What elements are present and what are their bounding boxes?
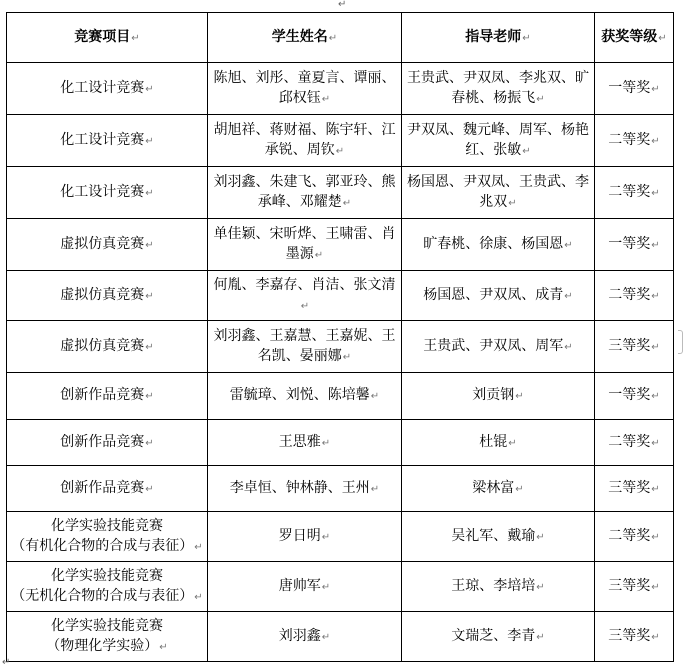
cell-students: 何胤、李嘉存、肖洁、张文清↵ <box>208 271 402 321</box>
paragraph-mark: ↵ <box>342 197 352 209</box>
cell-project: 化工设计竞赛↵ <box>7 115 208 167</box>
paragraph-mark: ↵ <box>651 581 660 593</box>
paragraph-mark: ↵ <box>321 437 331 449</box>
cell-project: 化学实验技能竞赛 （无机化合物的合成与表征）↵ <box>7 562 208 612</box>
cell-project: 创新作品竞赛↵ <box>7 466 208 512</box>
awards-table <box>6 12 674 662</box>
paragraph-mark: ↵ <box>145 239 154 251</box>
cell-teachers: 杨国恩、尹双凤、王贵武、李兆双↵ <box>402 167 595 219</box>
paragraph-mark: ↵ <box>508 437 517 449</box>
header-award: 获奖等级↵ <box>595 13 674 63</box>
table-row <box>7 271 674 321</box>
cell-students: 单佳颖、宋昕烨、王啸雷、肖墨源↵ <box>208 219 402 271</box>
paragraph-mark: ↵ <box>321 531 331 543</box>
cell-award: 二等奖↵ <box>595 167 674 219</box>
paragraph-mark: ↵ <box>536 581 545 593</box>
paragraph-mark: ↵ <box>536 631 545 643</box>
paragraph-mark: ↵ <box>370 483 380 495</box>
cell-project: 虚拟仿真竞赛↵ <box>7 321 208 373</box>
paragraph-mark: ↵ <box>145 135 154 147</box>
cell-award: 三等奖↵ <box>595 562 674 612</box>
paragraph-mark: ↵ <box>651 290 660 302</box>
cell-project-sub: （物理化学实验） <box>46 637 159 654</box>
cell-award: 三等奖↵ <box>595 612 674 662</box>
cell-project: 创新作品竞赛↵ <box>7 420 208 466</box>
paragraph-mark: ↵ <box>145 437 154 449</box>
paragraph-mark: ↵ <box>145 290 154 302</box>
paragraph-mark: ↵ <box>194 541 203 553</box>
cell-award: 一等奖↵ <box>595 219 674 271</box>
cell-students: 李卓恒、钟林静、王州↵ <box>208 466 402 512</box>
paragraph-mark: ↵ <box>536 531 545 543</box>
paragraph-mark: ↵ <box>194 591 203 603</box>
cell-students: 胡旭祥、蒋财福、陈宇轩、江承锐、周钦↵ <box>208 115 402 167</box>
paragraph-mark: ↵ <box>651 239 660 251</box>
table-row <box>7 219 674 271</box>
cell-award: 一等奖↵ <box>595 63 674 115</box>
table-row <box>7 562 674 612</box>
table-row <box>7 115 674 167</box>
header-students: 学生姓名↵ <box>208 13 402 63</box>
cell-project: 虚拟仿真竞赛↵ <box>7 219 208 271</box>
cell-students: 罗日明↵ <box>208 512 402 562</box>
paragraph-mark: ↵ <box>651 83 660 95</box>
cell-award: 三等奖↵ <box>595 466 674 512</box>
paragraph-mark: ↵ <box>651 437 660 449</box>
paragraph-mark: ↵ <box>145 83 154 95</box>
page-edge-tab <box>678 330 683 354</box>
table-row <box>7 466 674 512</box>
paragraph-mark: ↵ <box>651 631 660 643</box>
cell-project: 化学实验技能竞赛 （物理化学实验）↵ <box>7 612 208 662</box>
cell-teachers: 杨国恩、尹双凤、成青↵ <box>402 271 595 321</box>
cell-students: 唐帅军↵ <box>208 562 402 612</box>
paragraph-mark: ↵ <box>564 239 573 251</box>
cell-teachers: 尹双凤、魏元峰、周军、杨艳红、张敏↵ <box>402 115 595 167</box>
cell-project-sub: （有机化合物的合成与表征） <box>11 537 194 554</box>
cell-award: 三等奖↵ <box>595 321 674 373</box>
paragraph-mark: ↵ <box>338 0 347 10</box>
cell-award: 一等奖↵ <box>595 373 674 420</box>
cell-teachers: 王贵武、尹双凤、周军↵ <box>402 321 595 373</box>
paragraph-mark: ↵ <box>321 631 331 643</box>
cell-students: 刘羽鑫、朱建飞、郭亚玲、熊承峰、邓耀楚↵ <box>208 167 402 219</box>
header-teachers: 指导老师↵ <box>402 13 595 63</box>
cell-teachers: 旷春桃、徐康、杨国恩↵ <box>402 219 595 271</box>
paragraph-mark: ↵ <box>564 290 573 302</box>
cell-teachers: 梁林富↵ <box>402 466 595 512</box>
cell-teachers: 吴礼军、戴瑜↵ <box>402 512 595 562</box>
paragraph-mark: ↵ <box>651 341 660 353</box>
cell-students: 陈旭、刘彤、童夏言、谭丽、邱权钰↵ <box>208 63 402 115</box>
paragraph-mark: ↵ <box>536 93 545 105</box>
paragraph-mark: ↵ <box>335 145 345 157</box>
paragraph-mark: ↵ <box>515 391 524 402</box>
cell-teachers: 王琼、李培培↵ <box>402 562 595 612</box>
paragraph-mark: ↵ <box>564 341 573 353</box>
cell-students: 刘羽鑫、王嘉慧、王嘉妮、王名凯、晏丽娜↵ <box>208 321 402 373</box>
cell-project: 化学实验技能竞赛 （有机化合物的合成与表征）↵ <box>7 512 208 562</box>
table-row <box>7 321 674 373</box>
paragraph-mark: ↵ <box>159 641 168 653</box>
cell-teachers: 刘贡钢↵ <box>402 373 595 420</box>
paragraph-mark: ↵ <box>651 531 660 543</box>
cell-teachers: 王贵武、尹双凤、李兆双、旷春桃、杨振飞↵ <box>402 63 595 115</box>
paragraph-mark: ↵ <box>651 483 660 495</box>
header-row <box>7 13 674 63</box>
cell-project: 虚拟仿真竞赛↵ <box>7 271 208 321</box>
paragraph-mark: ↵ <box>651 135 660 147</box>
paragraph-mark: ↵ <box>145 341 154 353</box>
cell-project-sub: （无机化合物的合成与表征） <box>11 587 194 604</box>
table-row <box>7 373 674 420</box>
paragraph-mark: ↵ <box>145 187 154 199</box>
paragraph-mark: ↵ <box>651 391 660 402</box>
cell-project: 化工设计竞赛↵ <box>7 63 208 115</box>
table-row <box>7 612 674 662</box>
paragraph-mark: ↵ <box>522 145 531 157</box>
cell-project: 创新作品竞赛↵ <box>7 373 208 420</box>
paragraph-mark-bottom: ↵ <box>2 657 11 668</box>
paragraph-mark: ↵ <box>342 351 352 363</box>
paragraph-mark: ↵ <box>515 483 524 495</box>
paragraph-mark: ↵ <box>314 249 324 261</box>
paragraph-mark: ↵ <box>508 197 517 209</box>
paragraph-mark: ↵ <box>300 300 310 312</box>
paragraph-mark: ↵ <box>321 581 331 593</box>
table-body <box>7 63 674 662</box>
cell-teachers: 文瑞芝、李青↵ <box>402 612 595 662</box>
header-project: 竞赛项目↵ <box>7 13 208 63</box>
table-row <box>7 512 674 562</box>
cell-students: 王思雅↵ <box>208 420 402 466</box>
cell-students: 刘羽鑫↵ <box>208 612 402 662</box>
cell-award: 二等奖↵ <box>595 271 674 321</box>
cell-students: 雷毓璋、刘悦、陈培馨↵ <box>208 373 402 420</box>
table-row <box>7 420 674 466</box>
paragraph-mark: ↵ <box>321 93 331 105</box>
cell-award: 二等奖↵ <box>595 420 674 466</box>
paragraph-mark: ↵ <box>651 187 660 199</box>
cell-project: 化工设计竞赛↵ <box>7 167 208 219</box>
paragraph-mark: ↵ <box>370 391 380 402</box>
cell-award: 二等奖↵ <box>595 115 674 167</box>
paragraph-mark: ↵ <box>145 483 154 495</box>
cell-award: 二等奖↵ <box>595 512 674 562</box>
table-row <box>7 63 674 115</box>
table-row <box>7 167 674 219</box>
cell-teachers: 杜锟↵ <box>402 420 595 466</box>
paragraph-mark: ↵ <box>145 391 154 402</box>
